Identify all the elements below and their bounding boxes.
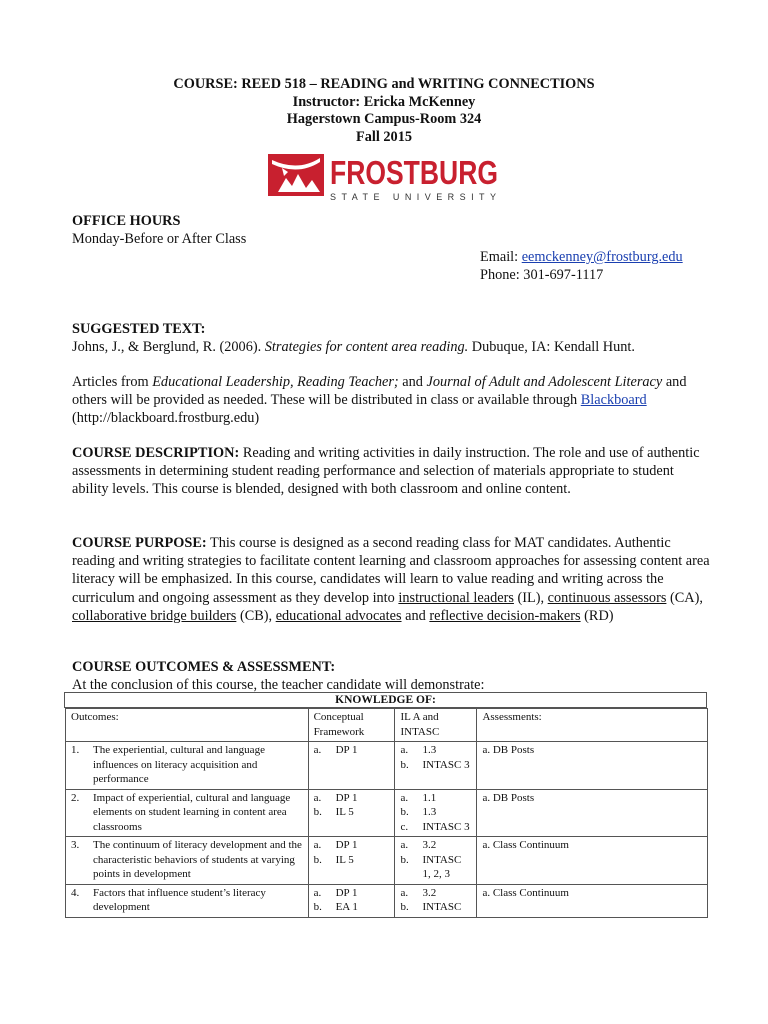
list-marker: b. <box>313 901 322 913</box>
intasc-code: 3.2 <box>422 886 437 899</box>
list-marker: a. <box>313 744 322 756</box>
instructor-name: Instructor: Ericka McKenney <box>292 93 476 110</box>
frostburg-emblem-icon <box>268 154 324 196</box>
outcomes-intro: At the conclusion of this course, the teacher candidate will demonstrate: <box>72 677 485 694</box>
citation-authors: Johns, J., & Berglund, R. (2006). <box>72 339 262 356</box>
list-marker: c. <box>400 820 409 833</box>
document-header <box>0 76 768 146</box>
list-marker: a. <box>313 791 322 804</box>
office-hours-section <box>72 212 712 248</box>
phone-label: Phone: <box>480 267 520 284</box>
course-description-text: Reading and writing activities in daily instruction. The role and use of authentic assessments in determining student reading performance and selection of materials appropriate to student ability levels. This course is blended, designed with both classroom and online content. <box>72 445 700 498</box>
framework-code: EA 1 <box>335 901 358 913</box>
intasc-code: 1.3 <box>422 806 437 818</box>
articles-and: and <box>402 374 423 390</box>
role-abbr-rd: (RD) <box>584 607 614 624</box>
outcomes-section <box>72 658 712 694</box>
intasc-code: INTASC 3 <box>422 820 470 833</box>
row-number: 1. <box>71 744 80 756</box>
office-hours-text: Monday-Before or After Class <box>72 231 247 248</box>
office-hours-heading: OFFICE HOURS <box>72 213 181 229</box>
outcomes-heading: COURSE OUTCOMES & ASSESSMENT: <box>72 659 336 675</box>
phone-number: 301-697-1117 <box>523 267 604 284</box>
term: Fall 2015 <box>356 128 412 145</box>
contact-info <box>480 248 720 284</box>
logo-tagline: STATE UNIVERSITY <box>330 192 496 202</box>
role-reflective-decision-makers: reflective decision-makers <box>429 607 581 624</box>
citation-title: Strategies for content area reading. <box>264 339 469 356</box>
list-marker: a. <box>400 886 409 899</box>
logo-wordmark: FROSTBURG <box>330 154 498 191</box>
campus-room: Hagerstown Campus-Room 324 <box>286 111 482 127</box>
intasc-code: INTASC 1, 2, 3 <box>422 853 462 880</box>
intasc-code: INTASC <box>422 901 462 913</box>
assessment-text: a. Class Continuum <box>477 884 708 917</box>
course-description-section <box>72 444 712 499</box>
framework-code: DP 1 <box>335 886 358 899</box>
intasc-code: 1.3 <box>422 744 437 756</box>
list-marker: b. <box>313 853 322 866</box>
list-marker: a. <box>400 839 409 851</box>
assessment-text: a. Class Continuum <box>477 837 708 885</box>
intasc-code: INTASC 3 <box>422 758 470 771</box>
assessment-text: a. DB Posts <box>477 789 708 837</box>
email-label: Email: <box>480 249 519 265</box>
outcome-text: Impact of experiential, cultural and language elements on student learning in content area classrooms <box>93 791 291 833</box>
role-abbr-il: (IL), <box>517 589 545 606</box>
list-marker: b. <box>313 806 322 818</box>
table-row <box>66 742 708 790</box>
list-marker: b. <box>400 901 409 913</box>
framework-code: DP 1 <box>335 791 358 804</box>
list-marker: b. <box>400 758 409 771</box>
framework-code: DP 1 <box>335 839 358 851</box>
blackboard-url: (http://blackboard.frostburg.edu) <box>72 410 260 427</box>
frostburg-logo <box>268 152 500 204</box>
list-marker: b. <box>400 806 409 818</box>
col-header-outcomes: Outcomes: <box>66 709 309 742</box>
role-abbr-cb: (CB), <box>239 607 273 624</box>
table-row <box>66 837 708 885</box>
framework-code: DP 1 <box>335 744 358 756</box>
list-marker: a. <box>313 839 322 851</box>
outcome-text: Factors that influence student’s literacy development <box>93 886 266 913</box>
col-header-assessments: Assessments: <box>477 709 708 742</box>
role-abbr-ca: (CA), <box>670 589 703 606</box>
journal-adult-adolescent-literacy: Journal of Adult and Adolescent Literacy <box>426 374 663 390</box>
articles-distribution: and others will be provided as needed. These will be distributed in class or available through <box>72 374 687 409</box>
course-purpose-section <box>72 534 712 625</box>
blackboard-link[interactable]: Blackboard <box>580 392 647 409</box>
row-number: 2. <box>71 791 80 804</box>
course-description-heading: COURSE DESCRIPTION: <box>72 445 240 461</box>
table-row <box>66 789 708 837</box>
table-row <box>66 884 708 917</box>
knowledge-of-title: KNOWLEDGE OF: <box>64 692 707 708</box>
role-collaborative-bridge-builders: collaborative bridge builders <box>72 607 237 624</box>
intasc-code: 3.2 <box>422 839 437 851</box>
row-number: 3. <box>71 839 80 851</box>
list-marker: a. <box>400 744 409 756</box>
col-header-framework: Conceptual Framework <box>308 709 395 742</box>
col-header-intasc: IL A and INTASC <box>395 709 477 742</box>
course-purpose-heading: COURSE PURPOSE: <box>72 535 207 551</box>
row-number: 4. <box>71 886 80 899</box>
table-header-row <box>66 709 708 742</box>
assessment-text: a. DB Posts <box>477 742 708 790</box>
role-educational-advocates: educational advocates <box>275 607 402 624</box>
list-marker: a. <box>400 791 409 804</box>
outcome-text: The experiential, cultural and language influences on literacy acquisition and performance <box>93 744 265 785</box>
framework-code: IL 5 <box>335 806 354 818</box>
outcomes-table <box>65 708 708 918</box>
citation-publisher: Dubuque, IA: Kendall Hunt. <box>471 339 635 356</box>
role-continuous-assessors: continuous assessors <box>547 589 667 606</box>
articles-intro: Articles from <box>72 374 149 390</box>
suggested-text-heading: SUGGESTED TEXT: <box>72 321 206 337</box>
articles-paragraph <box>72 373 712 428</box>
textbook-citation <box>72 338 712 356</box>
email-link[interactable]: eemckenney@frostburg.edu <box>521 249 683 265</box>
framework-code: IL 5 <box>335 853 354 866</box>
journal-reading-teacher: Reading Teacher; <box>297 374 399 390</box>
course-purpose-text: This course is designed as a second reading class for MAT candidates. Authentic reading and writing strategies to facilitate content learning and classroom approaches for assessing content area literacy will be emphasized. In this course, candidates will learn to value reading and writing across the curriculum and ongoing assessment as they develop into <box>72 535 710 606</box>
role-instructional-leaders: instructional leaders <box>398 589 514 606</box>
outcome-text: The continuum of literacy development and the characteristic behaviors of students at varying points in development <box>93 839 302 880</box>
role-and: and <box>405 607 426 624</box>
course-title: COURSE: REED 518 – READING and WRITING CONNECTIONS <box>173 76 595 92</box>
journal-educational-leadership: Educational Leadership, <box>152 374 294 390</box>
list-marker: b. <box>400 853 409 866</box>
list-marker: a. <box>313 886 322 899</box>
suggested-text-section <box>72 320 712 356</box>
intasc-code: 1.1 <box>422 791 437 804</box>
